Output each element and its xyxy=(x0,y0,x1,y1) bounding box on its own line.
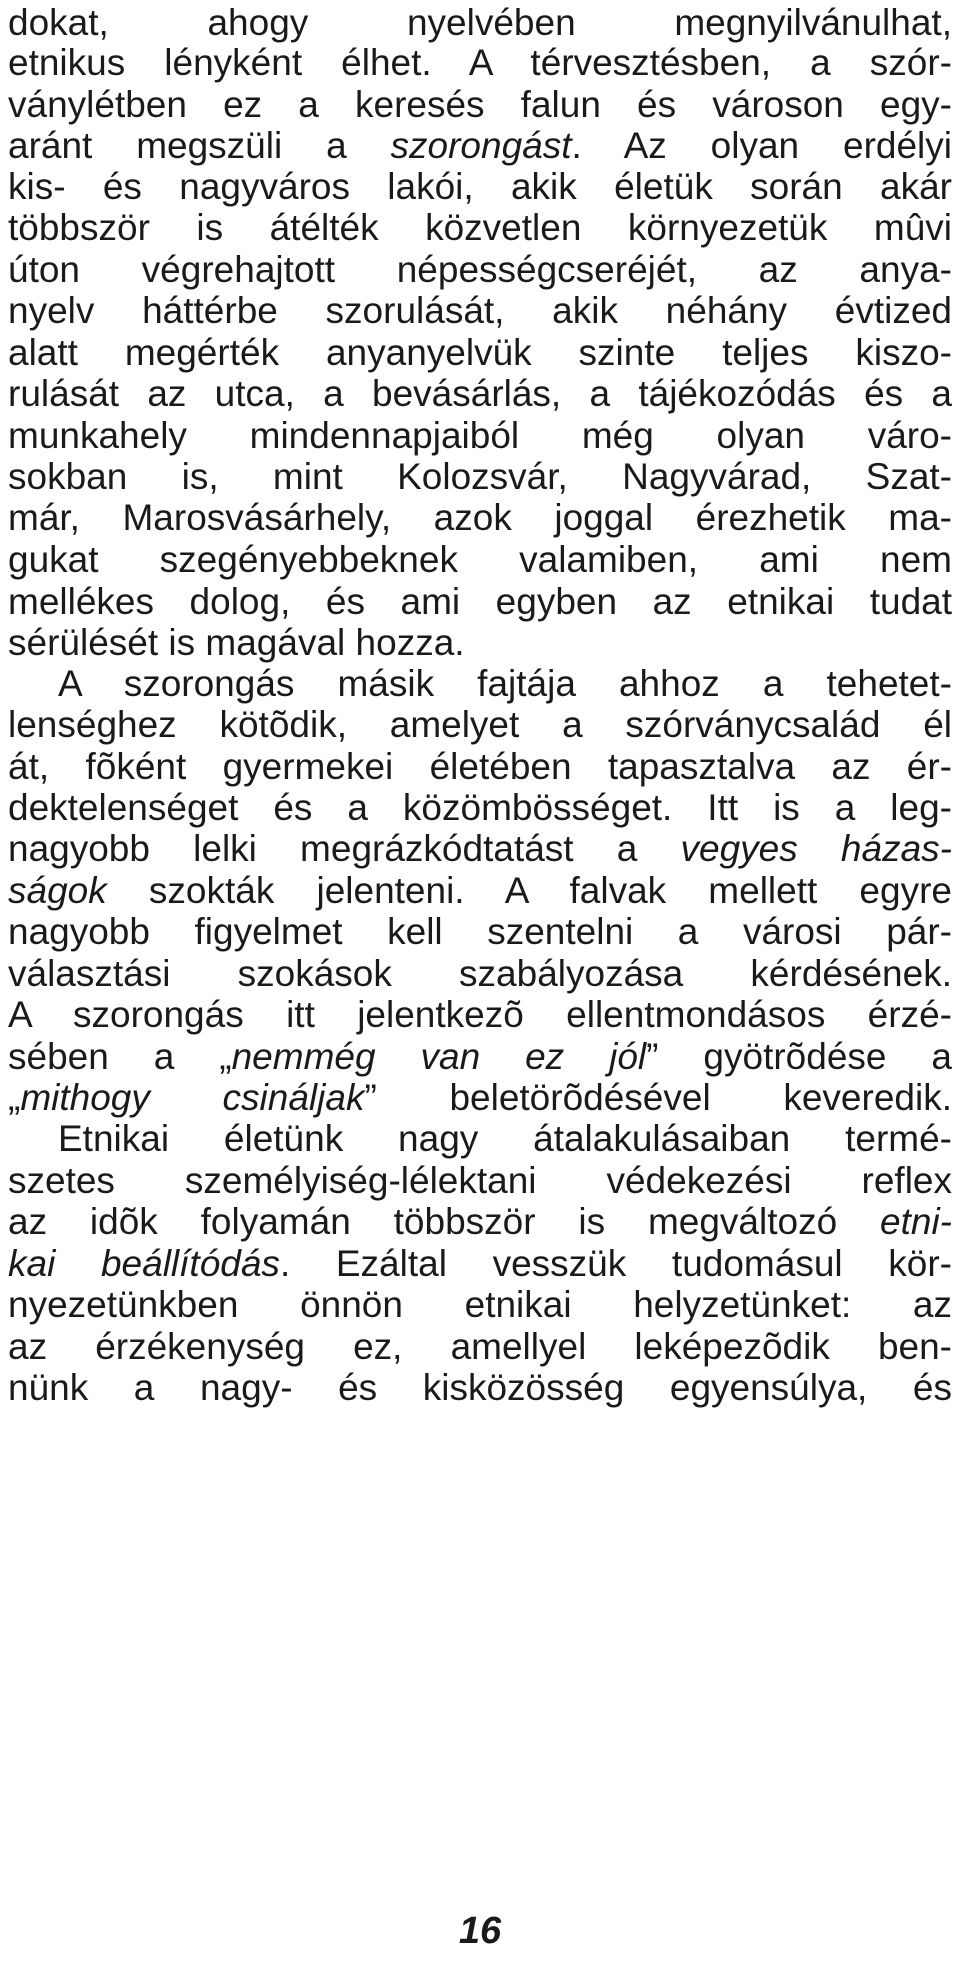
text-line: már, Marosvásárhely, azok joggal érezhetik ma- xyxy=(8,497,952,538)
text-line: az idõk folyamán többször is megváltozó etni- xyxy=(8,1201,952,1242)
text-line: úton végrehajtott népességcseréjét, az anya- xyxy=(8,249,952,290)
text-line: ságok szokták jelenteni. A falvak mellett egyre xyxy=(8,870,952,911)
text-line: A szorongás másik fajtája ahhoz a tehetet- xyxy=(58,663,952,704)
text-line: dektelenséget és a közömbösséget. Itt is a leg- xyxy=(8,787,952,828)
text-line: rulását az utca, a bevásárlás, a tájékozódás és a xyxy=(8,373,952,414)
text-line: sérülését is magával hozza. xyxy=(8,622,465,663)
text-line: A szorongás itt jelentkezõ ellentmondásos érzé- xyxy=(8,994,952,1035)
text-line: át, fõként gyermekei életében tapasztalva az ér- xyxy=(8,746,952,787)
text-line: ványlétben ez a keresés falun és városon egy- xyxy=(8,84,952,125)
italic-emphasis: vegyes házas- xyxy=(680,828,952,869)
italic-emphasis: kai beállítódás xyxy=(8,1243,280,1284)
text-line: kis- és nagyváros lakói, akik életük során akár xyxy=(8,166,952,207)
text-line: kai beállítódás. Ezáltal vesszük tudomásul kör- xyxy=(8,1243,953,1284)
text-line: munkahely mindennapjaiból még olyan váro- xyxy=(8,415,952,456)
text-line: nünk a nagy- és kisközösség egyensúlya, és xyxy=(8,1367,952,1408)
text-line: sében a „nemmég van ez jól” gyötrõdése a xyxy=(8,1036,953,1077)
italic-emphasis: ságok xyxy=(8,870,107,911)
page-number: 16 xyxy=(458,1910,502,1952)
italic-emphasis: szorongást xyxy=(390,125,572,166)
text-line: Etnikai életünk nagy átalakulásaiban termé- xyxy=(58,1118,952,1159)
text-line: választási szokások szabályozása kérdésének. xyxy=(8,953,952,994)
text-line: szetes személyiség-lélektani védekezési reflex xyxy=(8,1160,952,1201)
text-line: etnikus lényként élhet. A térvesztésben, a szór- xyxy=(8,42,952,83)
italic-emphasis: mithogy csináljak xyxy=(20,1077,365,1118)
text-line: nagyobb lelki megrázkódtatást a vegyes házas- xyxy=(8,828,952,869)
text-line: lenséghez kötõdik, amelyet a szórványcsalád él xyxy=(8,704,952,745)
text-line: többször is átélték közvetlen környezetük mûvi xyxy=(8,207,952,248)
italic-emphasis: etni- xyxy=(880,1201,952,1242)
text-line: nyelv háttérbe szorulását, akik néhány évtized xyxy=(8,290,952,331)
text-line: sokban is, mint Kolozsvár, Nagyvárad, Szat- xyxy=(8,456,952,497)
text-line: gukat szegényebbeknek valamiben, ami nem xyxy=(8,539,952,580)
text-line: alatt megérték anyanyelvük szinte teljes kiszo- xyxy=(8,332,952,373)
italic-emphasis: nemmég van ez jól xyxy=(231,1036,647,1077)
text-line: nagyobb figyelmet kell szentelni a városi pár- xyxy=(8,911,952,952)
text-line: nyezetünkben önnön etnikai helyzetünket: az xyxy=(8,1284,952,1325)
text-line: mellékes dolog, és ami egyben az etnikai tudat xyxy=(8,581,952,622)
text-line: az érzékenység ez, amellyel leképezõdik ben- xyxy=(8,1326,952,1367)
text-line: dokat, ahogy nyelvében megnyilvánulhat, xyxy=(8,2,952,43)
text-line: aránt megszüli a szorongást. Az olyan erdélyi xyxy=(8,125,952,166)
text-line: „mithogy csináljak” beletörõdésével keveredik. xyxy=(8,1077,952,1118)
